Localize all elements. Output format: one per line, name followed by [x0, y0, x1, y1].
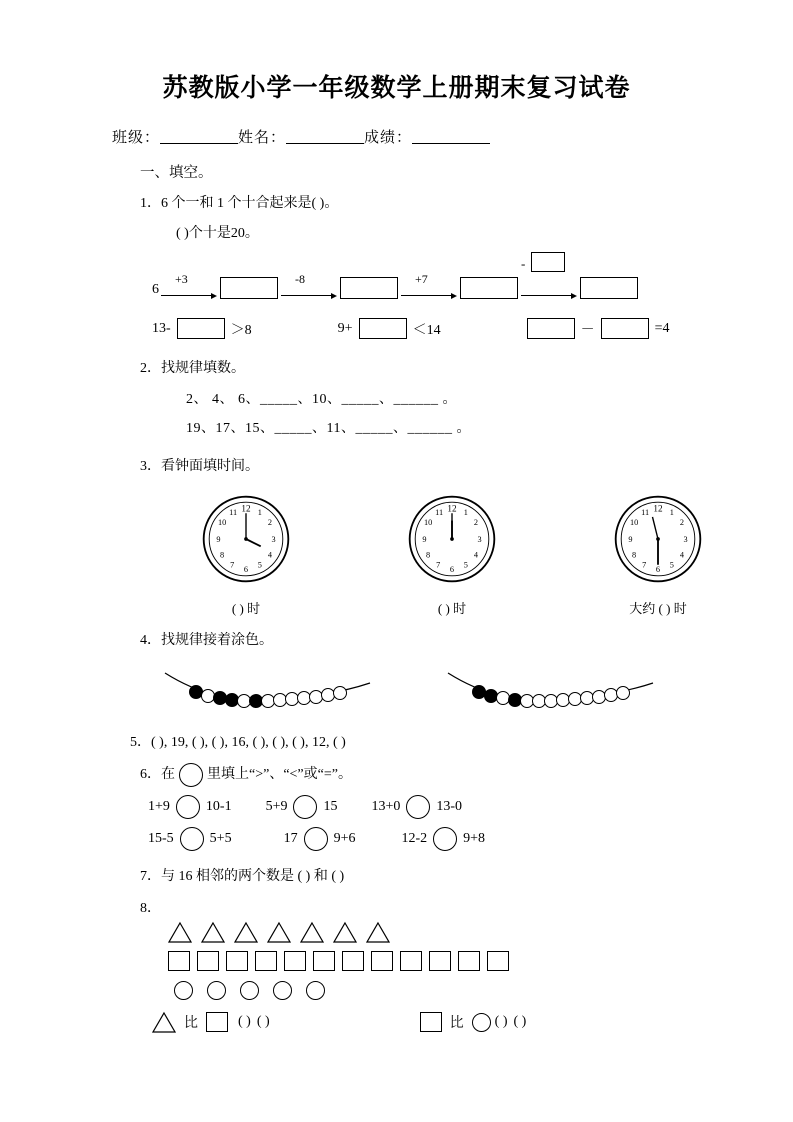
bead-string-1	[160, 665, 375, 717]
cmp-3-right: 13-0	[436, 799, 463, 814]
ineq3-box-b[interactable]	[601, 318, 649, 339]
triangle-icon	[300, 921, 324, 943]
cmp-6-right: 9+8	[463, 831, 486, 846]
q1-arrow-chain	[0, 254, 793, 300]
svg-text:7: 7	[436, 560, 441, 570]
ineq2-prefix: 9+	[337, 320, 353, 336]
svg-text:7: 7	[642, 560, 647, 570]
cmp-1-left: 1+9	[148, 799, 170, 814]
svg-text:8: 8	[632, 550, 637, 560]
svg-text:12: 12	[653, 503, 663, 514]
square-icon	[206, 1012, 228, 1032]
q1-number: 1．	[140, 196, 161, 211]
name-blank[interactable]	[286, 128, 364, 144]
student-info-line	[0, 126, 793, 147]
svg-text:6: 6	[243, 565, 249, 575]
q3-number: 3．	[140, 459, 161, 474]
compare2-blank1[interactable]: ( )	[494, 1014, 508, 1029]
square-icon	[226, 951, 248, 971]
question-1	[0, 194, 793, 214]
q4-bead-strings	[0, 665, 793, 717]
svg-text:8: 8	[426, 550, 431, 560]
clock-2-label[interactable]: ( ) 时	[437, 601, 467, 616]
svg-text:11: 11	[641, 508, 650, 518]
ineq3-box-a[interactable]	[527, 318, 575, 339]
chain-start-number: 6	[152, 282, 159, 297]
cmp-2-left: 5+9	[265, 799, 288, 814]
compare2-label: 比	[449, 1016, 464, 1031]
cmp-5-right: 9+6	[333, 831, 356, 846]
svg-text:5: 5	[463, 560, 468, 570]
q2-number: 2．	[140, 361, 161, 376]
svg-text:1: 1	[463, 508, 468, 518]
svg-text:1: 1	[669, 508, 674, 518]
svg-text:3: 3	[683, 534, 688, 544]
chain-arrow-1-label: +3	[175, 272, 188, 286]
svg-text:6: 6	[449, 565, 455, 575]
ineq1-box[interactable]	[177, 318, 225, 339]
q1-text-b-line	[0, 222, 793, 242]
svg-text:11: 11	[435, 508, 444, 518]
q2-sequence-2[interactable]: 19、17、15、_____、11、_____、______ 。	[186, 421, 471, 436]
svg-text:10: 10	[629, 518, 639, 528]
q6-title-pre: 在	[161, 767, 175, 783]
square-icon	[420, 1012, 442, 1032]
square-icon	[487, 951, 509, 971]
section-heading-1: 一、填空。	[140, 165, 213, 181]
square-icon	[458, 951, 480, 971]
question-5[interactable]: 5．( ), 19, ( ), ( ), 16, ( ), ( ), ( ), 12, ( )	[130, 735, 346, 750]
q6-title-post: 里填上“>”、“<”或“=”。	[207, 767, 352, 783]
svg-text:11: 11	[229, 508, 238, 518]
q8-shape-grid	[0, 919, 793, 1001]
q4-title: 找规律接着涂色。	[161, 633, 273, 648]
compare1-blank1[interactable]: ( )	[238, 1014, 251, 1029]
square-icon	[313, 951, 335, 971]
arrow-head	[331, 293, 337, 299]
compare2-blank2[interactable]: ( )	[513, 1014, 527, 1029]
chain-arrow-2	[281, 274, 337, 300]
square-icon	[284, 951, 306, 971]
circle-icon	[306, 981, 325, 1000]
q2-sequence-1[interactable]: 2、 4、 6、_____、10、_____、______ 。	[186, 392, 457, 407]
question-6	[0, 763, 793, 787]
clock-1-label[interactable]: ( ) 时	[231, 601, 261, 616]
arrow-line	[281, 295, 333, 296]
ineq3-suffix: =4	[654, 320, 670, 336]
name-label: 姓名：	[238, 130, 287, 146]
triangle-icon	[152, 1011, 176, 1033]
chain-box-4[interactable]	[580, 277, 638, 299]
svg-text:9: 9	[216, 534, 221, 544]
q3-clock-labels	[0, 598, 793, 617]
cmp-1-right: 10-1	[205, 799, 232, 814]
chain-arrow-2-label: -8	[295, 272, 305, 286]
chain-box-1[interactable]	[220, 277, 278, 299]
chain-box-2[interactable]	[340, 277, 398, 299]
triangle-icon	[366, 921, 390, 943]
chain-box-3[interactable]	[460, 277, 518, 299]
arrow-line	[401, 295, 453, 296]
chain-arrow-3-label: +7	[415, 272, 428, 286]
svg-text:6: 6	[655, 565, 661, 575]
square-icon	[400, 951, 422, 971]
svg-text:4: 4	[267, 550, 272, 560]
square-icon	[197, 951, 219, 971]
arrow-head	[571, 293, 577, 299]
q6-row-2	[0, 827, 793, 851]
circle-icon	[240, 981, 259, 1000]
svg-text:12: 12	[447, 503, 457, 514]
clock-3	[612, 493, 704, 590]
svg-text:4: 4	[679, 550, 684, 560]
svg-text:5: 5	[257, 560, 262, 570]
svg-text:8: 8	[220, 550, 225, 560]
score-blank[interactable]	[412, 128, 490, 144]
clock-3-label[interactable]: 大约 ( ) 时	[629, 601, 687, 616]
triangle-icon	[168, 921, 192, 943]
triangle-row	[168, 919, 793, 945]
arrow-line	[161, 295, 213, 296]
q1-inequality-row	[0, 318, 793, 339]
question-4	[0, 631, 793, 651]
circle-icon	[472, 1013, 491, 1032]
cmp-4-right: 5+5	[209, 831, 232, 846]
ineq1-suffix: ＞8	[230, 322, 252, 338]
circle-icon	[174, 981, 193, 1000]
svg-text:3: 3	[477, 534, 482, 544]
compare1-blank2[interactable]: ( )	[256, 1014, 270, 1029]
svg-text:9: 9	[422, 534, 427, 544]
cmp-2	[266, 795, 338, 819]
q6-sample-circle	[179, 763, 203, 787]
question-2	[0, 359, 793, 379]
clock-2	[406, 493, 498, 590]
arrow-line	[521, 295, 573, 296]
ineq1-prefix: 13-	[152, 320, 171, 336]
svg-text:10: 10	[423, 518, 433, 528]
circle-icon	[273, 981, 292, 1000]
svg-text:12: 12	[241, 503, 251, 514]
q8-number: 8．	[140, 901, 161, 916]
circle-icon	[207, 981, 226, 1000]
ineq2-box[interactable]	[359, 318, 407, 339]
square-icon	[342, 951, 364, 971]
triangle-icon	[234, 921, 258, 943]
q3-title: 看钟面填时间。	[161, 459, 259, 474]
q2-title: 找规律填数。	[161, 361, 245, 376]
triangle-icon	[267, 921, 291, 943]
cmp-6	[401, 827, 485, 851]
q8-compare-row	[0, 1011, 793, 1033]
bead-string-2	[443, 665, 658, 717]
question-7[interactable]: 7．与 16 相邻的两个数是 ( ) 和 ( )	[140, 869, 345, 884]
svg-text:7: 7	[230, 560, 235, 570]
cmp-1	[148, 795, 232, 819]
circle-row	[168, 979, 793, 1001]
class-label: 班级：	[112, 130, 161, 146]
question-8	[0, 897, 793, 917]
chain-arrow-4-label: -	[521, 256, 526, 271]
inequality-3	[527, 318, 670, 339]
triangle-icon	[201, 921, 225, 943]
square-icon	[429, 951, 451, 971]
compare1-label: 比	[184, 1016, 198, 1031]
cmp-3-left: 13+0	[371, 799, 401, 814]
cmp-3	[371, 795, 462, 819]
cmp-6-circle[interactable]	[433, 827, 457, 851]
cmp-4-circle[interactable]	[180, 827, 204, 851]
chain-arrow-4	[521, 256, 577, 300]
arrow-head	[211, 293, 217, 299]
q1-text-b: ( )个十是20。	[176, 226, 259, 241]
svg-text:4: 4	[473, 550, 478, 560]
square-row	[168, 949, 793, 973]
clock-1	[200, 493, 292, 590]
cmp-5-circle[interactable]	[304, 827, 328, 851]
cmp-4	[148, 827, 232, 851]
ineq2-suffix: ＜14	[412, 322, 441, 338]
inequality-1	[152, 318, 252, 339]
triangle-icon	[333, 921, 357, 943]
ineq3-mid: －	[580, 322, 595, 338]
question-3	[0, 457, 793, 477]
cmp-4-left: 15-5	[148, 831, 174, 846]
cmp-6-left: 12-2	[401, 831, 428, 846]
chain-arrow-4-box[interactable]	[531, 252, 565, 272]
cmp-5-left: 17	[283, 831, 298, 846]
square-icon	[371, 951, 393, 971]
svg-text:2: 2	[267, 518, 272, 528]
cmp-2-circle[interactable]	[293, 795, 317, 819]
page-title: 苏教版小学一年级数学上册期末复习试卷	[162, 75, 631, 102]
class-blank[interactable]	[160, 128, 238, 144]
score-label: 成绩：	[364, 130, 413, 146]
inequality-2	[338, 318, 441, 339]
square-icon	[255, 951, 277, 971]
q3-clock-row	[0, 493, 793, 590]
svg-text:2: 2	[679, 518, 684, 528]
q1-text-a: 6 个一和 1 个十合起来是( )。	[161, 196, 339, 211]
chain-arrow-3	[401, 274, 457, 300]
chain-arrow-1	[161, 274, 217, 300]
cmp-1-circle[interactable]	[176, 795, 200, 819]
svg-text:2: 2	[473, 518, 478, 528]
square-icon	[168, 951, 190, 971]
cmp-2-right: 15	[323, 799, 338, 814]
q4-number: 4．	[140, 633, 161, 648]
cmp-5	[284, 827, 356, 851]
q6-row-1	[0, 795, 793, 819]
svg-text:9: 9	[628, 534, 633, 544]
svg-text:1: 1	[257, 508, 262, 518]
svg-text:10: 10	[217, 518, 227, 528]
q6-number: 6．	[140, 767, 161, 783]
cmp-3-circle[interactable]	[406, 795, 430, 819]
arrow-head	[451, 293, 457, 299]
svg-text:5: 5	[669, 560, 674, 570]
svg-text:3: 3	[271, 534, 276, 544]
